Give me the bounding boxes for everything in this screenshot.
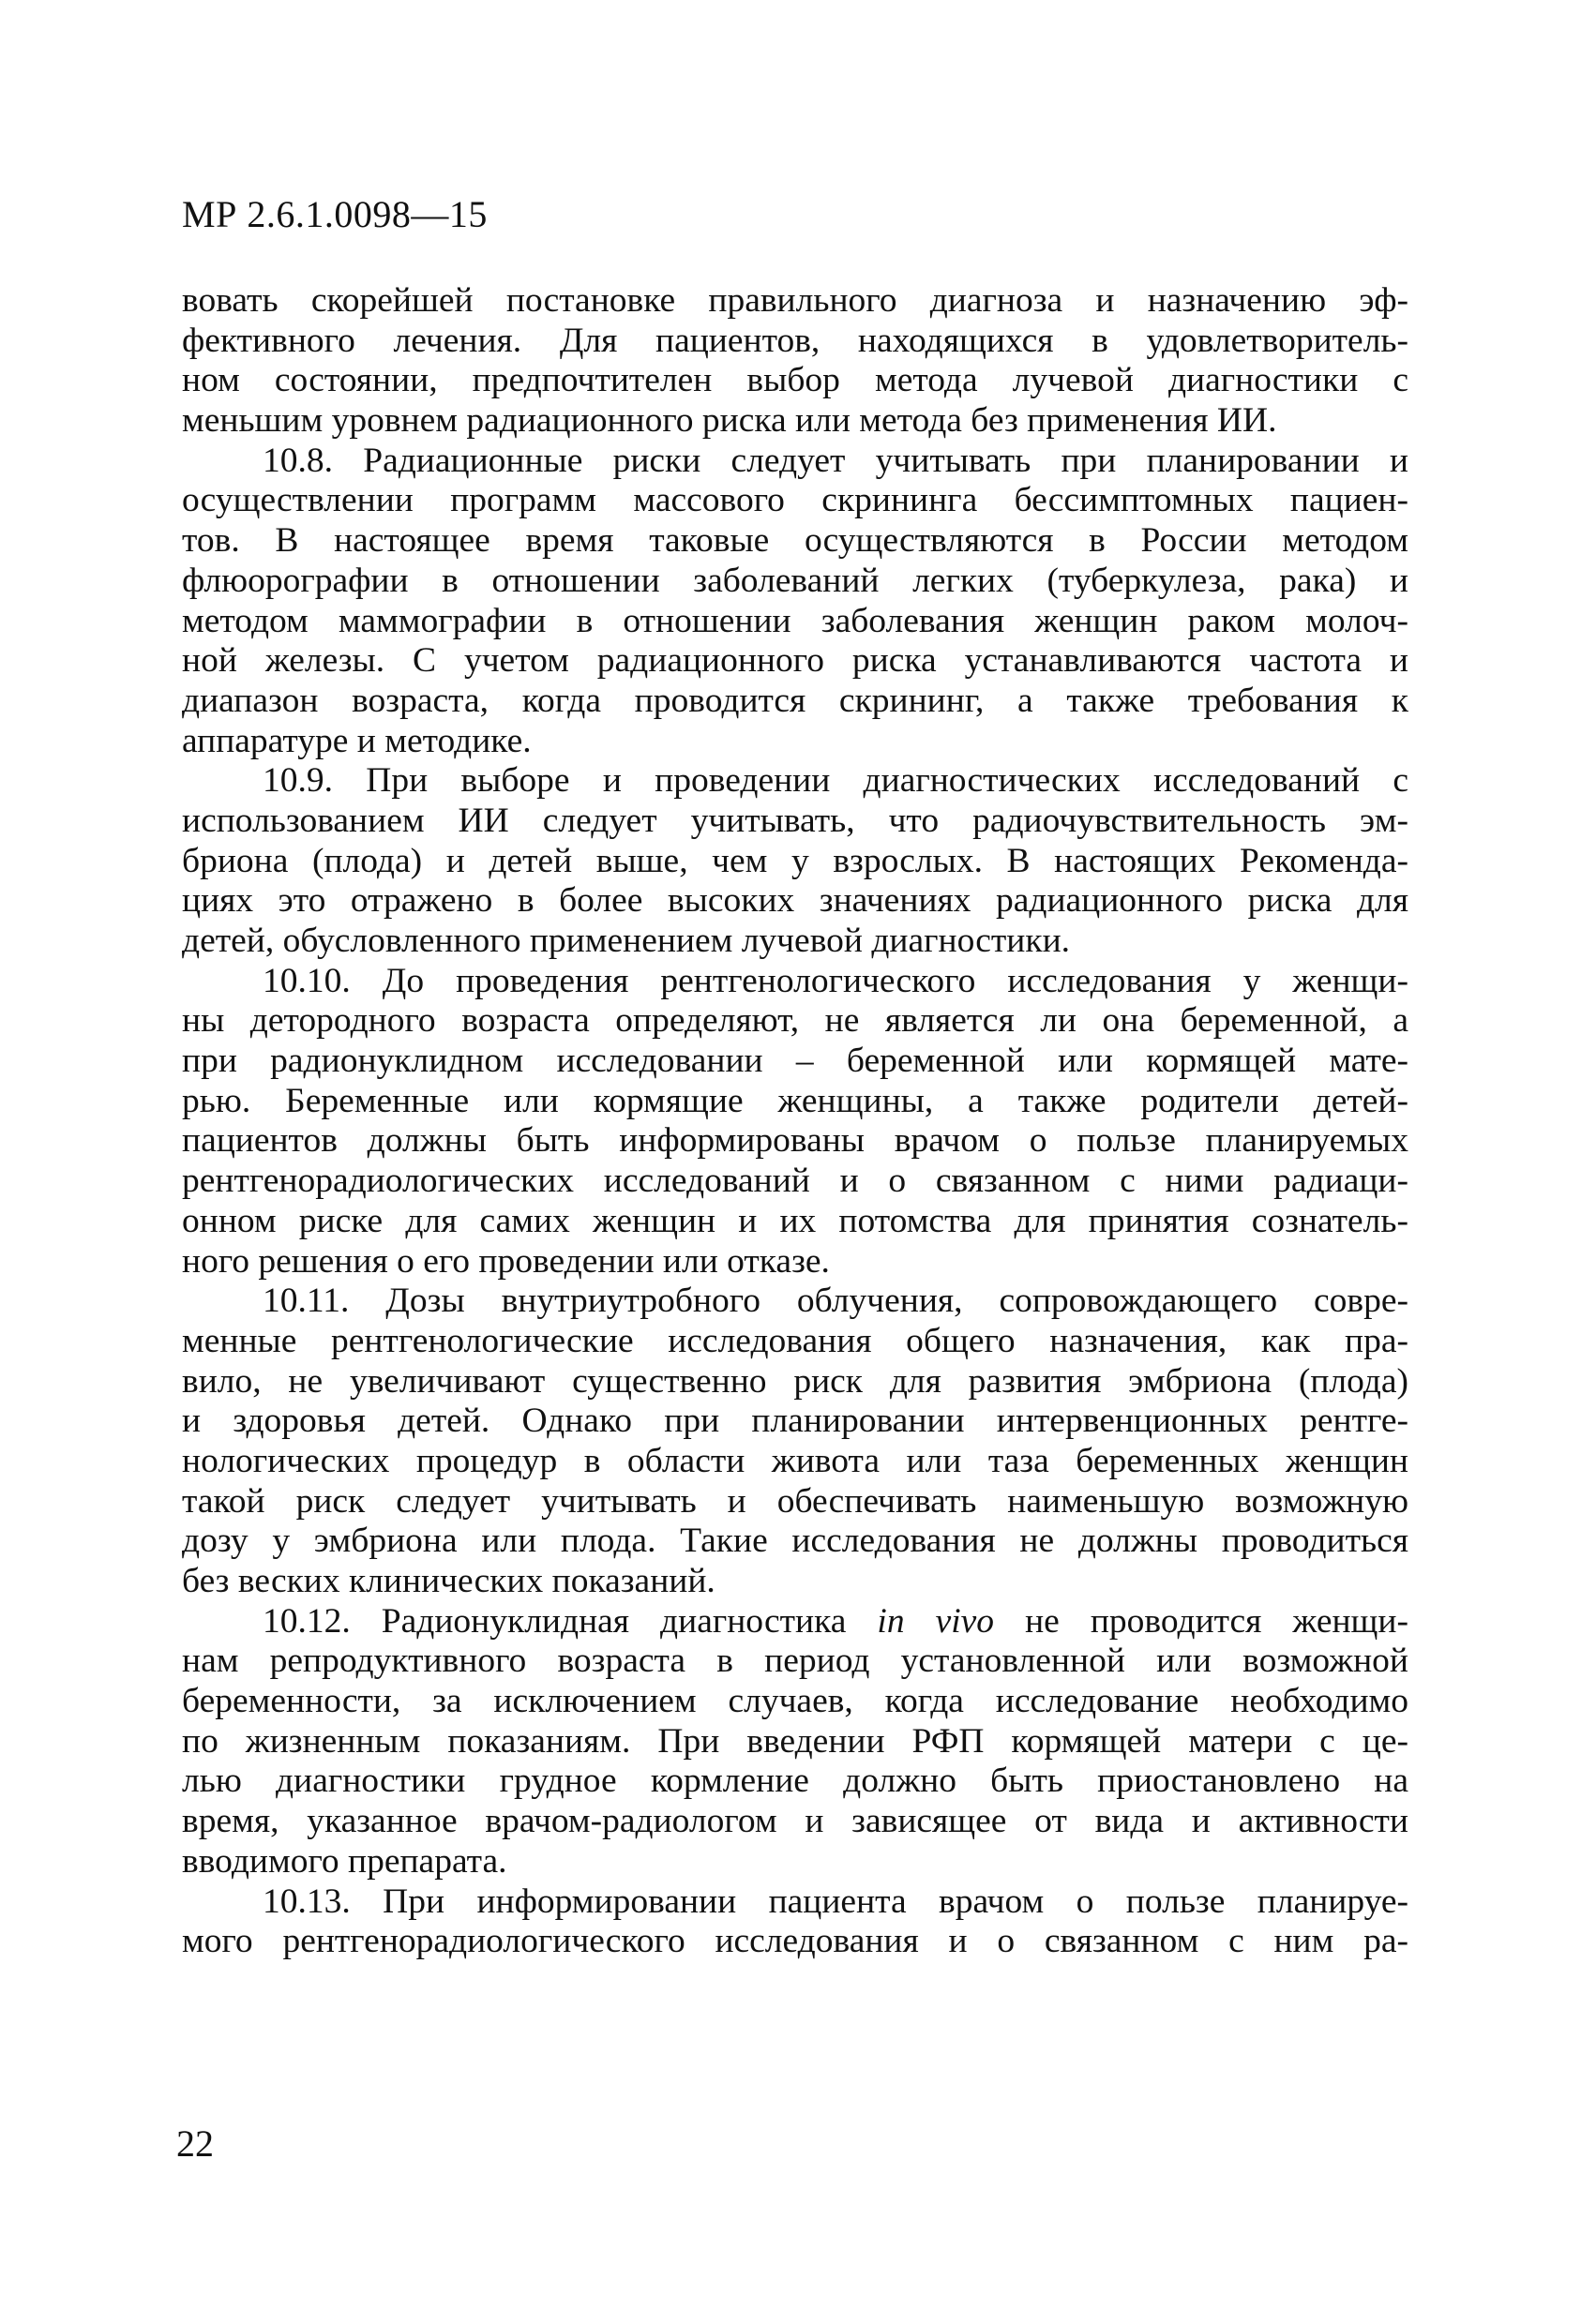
text-line: ном состоянии, предпочтителен выбор метода лучевой диагностики с [182, 361, 1408, 400]
text-line: 10.11. Дозы внутриутробного облучения, сопровождающего совре- [263, 1282, 1408, 1321]
text-line: использованием ИИ следует учитывать, что радиочувствительность эм- [182, 801, 1408, 840]
text-line: по жизненным показаниям. При введении РФП кормящей матери с це- [182, 1721, 1408, 1761]
text-line: пациентов должны быть информированы врачом о пользе планируемых [182, 1121, 1408, 1161]
text-line: лью диагностики грудное кормление должно быть приостановлено на [182, 1762, 1408, 1801]
text-line: вовать скорейшей постановке правильного диагноза и назначению эф- [182, 281, 1408, 320]
text-line: вило, не увеличивают существенно риск для развития эмбриона (плода) [182, 1361, 1408, 1401]
text-line: дозу у эмбриона или плода. Такие исследования не должны проводиться [182, 1522, 1408, 1561]
text-line: мого рентгенорадиологического исследования и о связанном с ним ра- [182, 1922, 1408, 1961]
text-line: флюорографии в отношении заболеваний легких (туберкулеза, рака) и [182, 561, 1408, 600]
text-line: бриона (плода) и детей выше, чем у взрослых. В настоящих Рекоменда- [182, 841, 1408, 880]
text-line: осуществлении программ массового скрининга бессимптомных пациен- [182, 481, 1408, 520]
text-line: 10.10. До проведения рентгенологического исследования у женщи- [263, 961, 1408, 1000]
text-line: такой риск следует учитывать и обеспечивать наименьшую возможную [182, 1481, 1408, 1521]
text-line: детей, обусловленного применением лучевой диагностики. [182, 922, 1071, 960]
text-line: тов. В настоящее время таковые осуществляются в России методом [182, 521, 1408, 561]
text-line: 10.8. Радиационные риски следует учитывать при планировании и [263, 441, 1408, 480]
text-line: рью. Беременные или кормящие женщины, а также родители детей- [182, 1081, 1408, 1120]
text-line: при радионуклидном исследовании – беременной или кормящей мате- [182, 1042, 1408, 1081]
text-line: аппаратуре и методике. [182, 721, 532, 760]
text-line: циях это отражено в более высоких значениях радиационного риска для [182, 881, 1408, 921]
text-line: онном риске для самих женщин и их потомства для принятия сознатель- [182, 1201, 1408, 1240]
text-line: ны детородного возраста определяют, не является ли она беременной, а [182, 1001, 1408, 1041]
text-line: рентгенорадиологических исследований и о связанном с ними радиаци- [182, 1162, 1408, 1201]
text-line: беременности, за исключением случаев, когда исследование необходимо [182, 1682, 1408, 1721]
text-line: меньшим уровнем радиационного риска или метода без применения ИИ. [182, 401, 1277, 441]
text-line: и здоровья детей. Однако при планировании интервенционных рентге- [182, 1402, 1408, 1441]
text-line: время, указанное врачом-радиологом и зависящее от вида и активности [182, 1802, 1408, 1841]
text-line: ного решения о его проведении или отказе. [182, 1241, 830, 1281]
text-line: нологических процедур в области живота или таза беременных женщин [182, 1441, 1408, 1480]
text-line: нам репродуктивного возраста в период установленной или возможной [182, 1642, 1408, 1681]
body-text [182, 281, 1408, 1962]
text-line: менные рентгенологические исследования общего назначения, как пра- [182, 1321, 1408, 1360]
text-line: 10.9. При выборе и проведении диагностических исследований с [263, 761, 1408, 801]
text-line: ной железы. С учетом радиационного риска устанавливаются частота и [182, 641, 1408, 681]
document-code-header: МР 2.6.1.0098—15 [182, 193, 488, 235]
text-line: вводимого препарата. [182, 1841, 507, 1881]
page-number: 22 [176, 2122, 214, 2165]
text-line: диапазон возраста, когда проводится скрининг, а также требования к [182, 681, 1408, 720]
text-line: фективного лечения. Для пациентов, находящихся в удовлетворитель- [182, 321, 1408, 360]
text-line: без веских клинических показаний. [182, 1562, 715, 1600]
text-line: методом маммографии в отношении заболевания женщин раком молоч- [182, 601, 1408, 640]
text-line: 10.12. Радионуклидная диагностика in vivo не проводится женщи- [263, 1601, 1408, 1641]
text-line: 10.13. При информировании пациента врачом о пользе планируе- [263, 1882, 1408, 1921]
